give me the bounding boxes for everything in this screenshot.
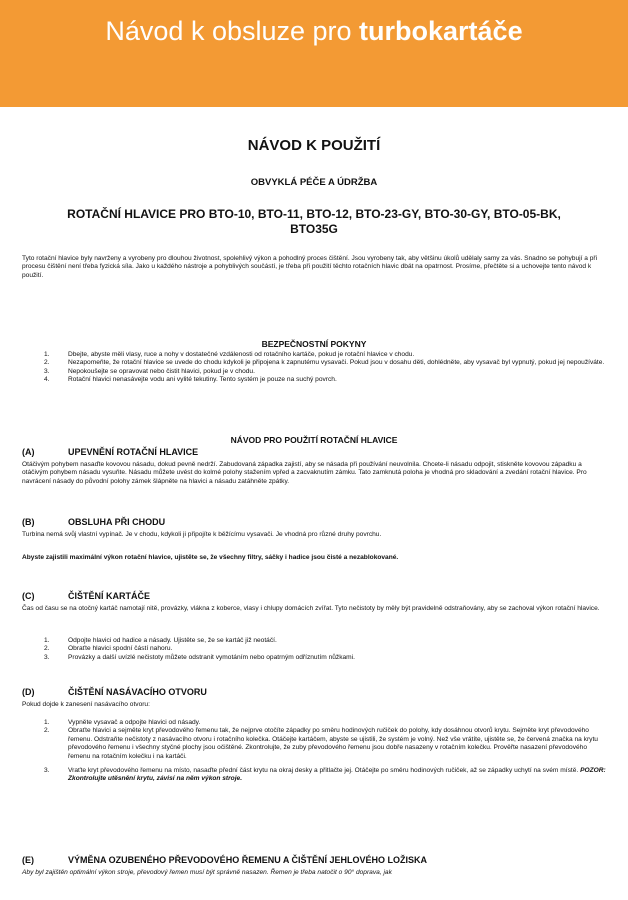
section-a-text: Otáčivým pohybem nasaďte kovovou násadu, dokud pevně nedrží. Zabudovaná západka zajistí, aby se násada při používání neuvolnila. Chcete-li násadu odpojit, stiskněte kovovou západku a otáčivým pohybem násadu vysuňte. Násadu můžete uvést do kolmé polohy stažením vpřed a zacvaknutím zámku. Tato zamknutá poloha je vhodná pro skladování a zvedání rotační hlavice. Pro navrácení násady do původní polohy zámek šlápněte na hlavici a násadu zatáhněte zpátky. [22,461,587,485]
item-text: Rotační hlavici nenasávejte vodu ani vylité tekutiny. Tento systém je pouze na suchý povrch. [68,376,337,384]
section-letter: (C) [22,591,35,601]
item-number: 2. [44,359,50,367]
item-number: 3. [44,767,50,775]
safety-title: BEZPEČNOSTNÍ POKYNY [261,339,367,349]
usage-title: NÁVOD PRO POUŽITÍ ROTAČNÍ HLAVICE [230,435,398,445]
section-title: ČIŠTĚNÍ KARTÁČE [68,591,151,601]
list-item [22,376,606,384]
banner-title-prefix: Návod k obsluze pro [105,16,360,46]
intro-paragraph: Tyto rotační hlavice byly navrženy a vyrobeny pro dlouhou životnost, spolehlivý výkon a pohodlný proces čištění. Jsou vyrobeny tak, aby většinu úkolů udělaly samy za vás. Snadno se pohybují a při procesu čištění není třeba fyzická síla. Jako u každého nástroje a pohyblivých součástí, je třeba při použití těchto rotačních hlavic dbát na opatrnost. Prosíme, přečtěte si a uchovejte tento návod k použití. [22,255,598,279]
section-c-text: Čas od času se na otočný kartáč namotají nitě, provázky, vlákna z koberce, vlasy i chlupy domácích zvířat. Tyto nečistoty by měly být pravidelně odstraňovány, aby se zachoval výkon rotační hlavice. [22,605,600,612]
doc-title: NÁVOD K POUŽITÍ [247,137,381,154]
doc-heading: ROTAČNÍ HLAVICE PRO BTO-10, BTO-11, BTO-12, BTO-23-GY, BTO-30-GY, BTO-05-BK, BTO35G [67,207,561,236]
item-number: 2. [44,727,50,735]
list-item [22,359,606,367]
item-number: 3. [44,367,50,375]
doc-subtitle: OBVYKLÁ PÉČE A ÚDRŽBA [250,177,378,188]
item-number: 3. [44,653,50,661]
section-title: OBSLUHA PŘI CHODU [68,517,166,527]
section-title: ČIŠTĚNÍ NASÁVACÍHO OTVORU [68,687,207,697]
banner-title [0,18,628,45]
item-number: 1. [44,719,50,726]
safety-list [22,351,606,385]
item-text: Nezapomeňte, že rotační hlavice se uvede do chodu kdykoli je připojena k zapnutému vysavači. Pokud jsou v dosahu děti, dohlédněte, aby vysavač byl vypnutý, pokud jej nepoužíváte. [68,359,605,367]
section-c-list [22,637,606,662]
section-title: VÝMĚNA OZUBENÉHO PŘEVODOVÉHO ŘEMENU A ČIŠTĚNÍ JEHLOVÉHO LOŽISKA [68,855,428,865]
item-text: Vraťte kryt převodového řemenu na místo, nasaďte přední část krytu na okraj desky a přitlačte jej. Otáčejte po směru hodinových ručiček, až se západky uchytí na svém místě. [68,767,579,775]
section-d-list [22,719,606,784]
header-banner [0,0,628,107]
item-text: Obraťte hlavici spodní částí nahoru. [68,645,173,653]
list-item [22,727,606,761]
item-text: Vypněte vysavač a odpojte hlavici od násady. [68,719,201,726]
section-b-text: Turbína nemá svůj vlastní vypínač. Je v chodu, kdykoli ji připojíte k běžícímu vysavači. Je vhodná pro různé druhy povrchu. [22,531,382,538]
list-item [22,351,606,359]
section-title: UPEVNĚNÍ ROTAČNÍ HLAVICE [68,447,199,457]
banner-title-bold: turbokartáče [359,16,523,46]
section-letter: (B) [22,517,35,527]
section-e-text: Aby byl zajištěn optimální výkon stroje, převodový řemen musí být správně nasazen. Řemen je třeba natočit o 90° doprava, jak [22,869,392,876]
item-warning: POZOR: Zkontrolujte utěsnění krytu, závisí na něm výkon stroje. [68,767,606,783]
list-item [22,654,606,662]
list-item [22,637,606,645]
item-text: Dbejte, abyste měli vlasy, ruce a nohy v dostatečné vzdálenosti od rotačního kartáče, pokud je rotační hlavice v chodu. [68,351,415,358]
list-item [22,645,606,653]
item-text: Provázky a další uvízlé nečistoty můžete odstranit vymotáním nebo opatrným odříznutím nůžkami. [68,653,355,661]
item-text: Nepokoušejte se opravovat nebo čistit hlavici, pokud je v chodu. [68,367,255,375]
list-item [22,767,606,784]
item-text: Obraťte hlavici a sejměte kryt převodového řemenu tak, že nejprve otočíte západky po směru hodinových ručiček do polohy, kdy dosáhnou otvorů krytu. Sejměte kryt převodového řemenu. Odstraňte nečistoty z nasávacího otvoru i rotačního kolečka. Otáčejte kartáčem, abyste se ujistili, že systém je volný. Než vše vrátíte, ujistěte se, že červená značka na krytu převodového řemenu i všechny styčné plochy jsou očištěné. Zkontrolujte, že zuby převodového řemenu jsou dobře nasazeny v rotačním kolečku. Prověřte nasazení převodového řemenu na rotačním kolečku i na kartáči. [68,727,598,760]
item-text: Odpojte hlavici od hadice a násady. Ujistěte se, že se kartáč již neotáčí. [68,637,277,644]
list-item [22,368,606,376]
item-number: 2. [44,645,50,653]
section-letter: (A) [22,447,35,457]
section-letter: (D) [22,687,35,697]
item-number: 1. [44,637,50,644]
item-number: 4. [44,376,50,384]
section-b-note: Abyste zajistili maximální výkon rotační hlavice, ujistěte se, že všechny filtry, sáčky i hadice jsou čisté a nezablokované. [22,554,399,561]
section-d-text: Pokud dojde k zanesení nasávacího otvoru: [22,701,150,708]
section-letter: (E) [22,855,34,865]
item-number: 1. [44,351,50,358]
